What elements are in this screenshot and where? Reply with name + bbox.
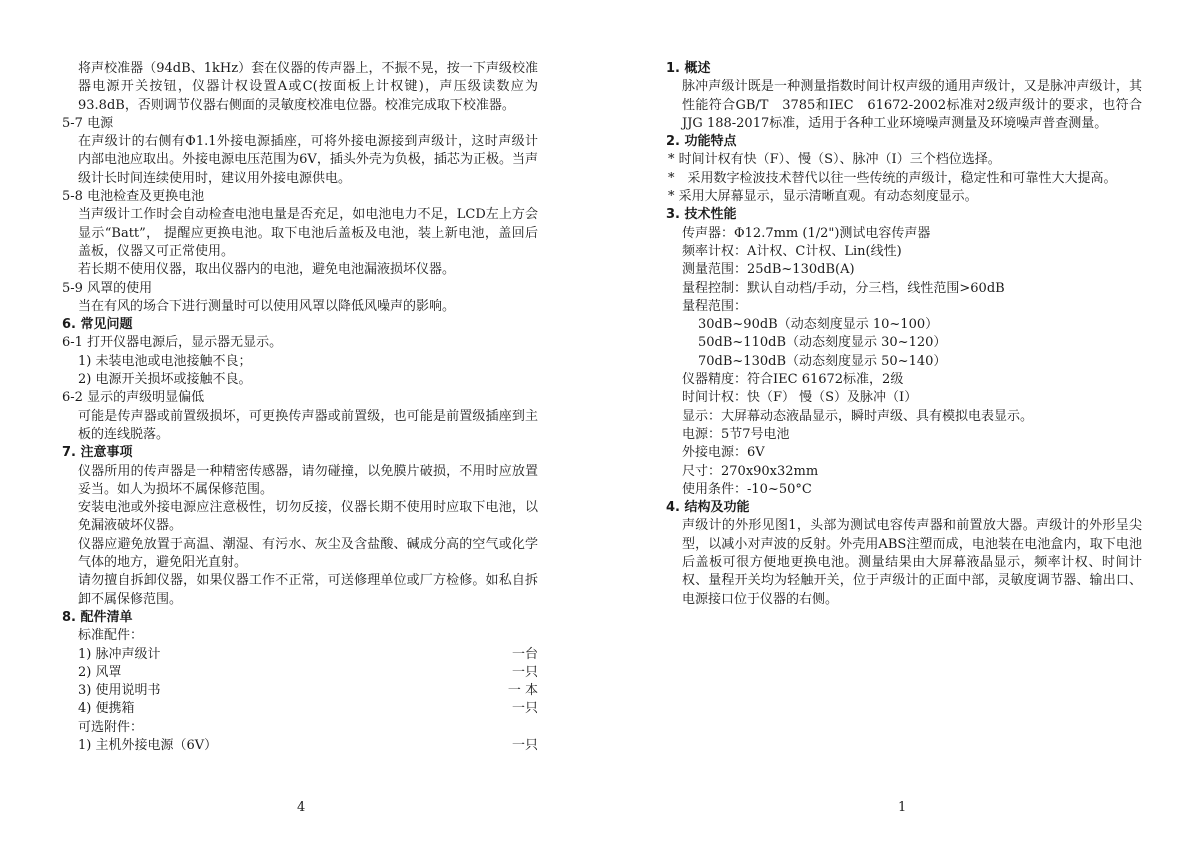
section-7-text-3: 仪器应避免放置于高温、潮湿、有污水、灰尘及含盐酸、碱成分高的空气或化学气体的地方，避免阳光直射。 [78, 536, 538, 571]
range-line: 30dB~90dB（动态刻度显示 10~100） [698, 317, 939, 333]
section-5-8-text-1: 当声级计工作时会自动检查电池电量是否充足，如电池电力不足，LCD左上方会显示“Batt”， 提醒应更换电池。取下电池后盖板及电池，装上新电池，盖回后盖板，仪器又可正常使用。 [78, 207, 538, 259]
feature-bullet: * 时间计权有快（F）、慢（S）、脉冲（I）三个档位选择。 [668, 152, 1001, 168]
section-6-2-title: 6-2 显示的声级明显偏低 [62, 390, 205, 406]
section-5-7-text: 在声级计的右侧有Φ1.1外接电源插座，可将外接电源接到声级计，这时声级计内部电池应取出。外接电源电压范围为6V，插头外壳为负极，插芯为正极。当声级计长时间连续使用时，建议用外接电源供电。 [78, 134, 538, 186]
right-page [600, 0, 1200, 848]
section-5-9-text: 当在有风的场合下进行测量时可以使用风罩以降低风噪声的影响。 [78, 298, 456, 314]
standard-accessories-label: 标准配件： [78, 628, 144, 644]
page-number: 1 [898, 800, 907, 815]
spec-line: 仪器精度：符合IEC 61672标准，2级 [682, 372, 904, 388]
feature-bullet: * 采用大屏幕显示，显示清晰直观。有动态刻度显示。 [668, 189, 978, 205]
spec-line: 使用条件：-10~50°C [682, 481, 812, 497]
section-7-text-1: 仪器所用的传声器是一种精密传感器，请勿碰撞，以免膜片破损，不用时应放置妥当。如人为损坏不属保修范围。 [78, 463, 538, 497]
accessory-qty: 一只 [511, 737, 538, 753]
left-column [62, 60, 538, 755]
spec-line: 显示：大屏幕动态液晶显示，瞬时声级、具有模拟电表显示。 [682, 408, 1034, 424]
optional-accessory-row [78, 737, 538, 755]
accessory-name: 4) 便携箱 [78, 701, 135, 717]
feature-bullet: * 采用数字检波技术替代以往一些传统的声级计，稳定性和可靠性大大提高。 [668, 170, 1117, 186]
spec-line: 频率计权：A计权、C计权、Lin(线性) [682, 243, 902, 259]
section-6-title: 6. 常见问题 [62, 317, 133, 333]
section-1-text: 脉冲声级计既是一种测量指数时间计权声级的通用声级计，又是脉冲声级计，其性能符合GB/T 3785和IEC 61672-2002标准对2级声级计的要求，也符合JJG 188-2017标准，适用于各种工业环境噪声测量及环境噪声普查测量。 [682, 79, 1142, 131]
section-6-2-text: 可能是传声器或前置级损坏，可更换传声器或前置级，也可能是前置级插座到主板的连线脱落。 [78, 408, 538, 442]
spec-line: 电源：5节7号电池 [682, 426, 790, 442]
section-6-1-item-2: 2) 电源开关损坏或接触不良。 [78, 372, 252, 388]
section-8-title: 8. 配件清单 [62, 609, 133, 625]
section-6-1-title: 6-1 打开仪器电源后，显示器无显示。 [62, 335, 283, 351]
section-7-text-2: 安装电池或外接电源应注意极性，切勿反接，仪器长期不使用时应取下电池，以免漏液破坏仪器。 [78, 500, 538, 534]
accessory-name: 1) 主机外接电源（6V） [78, 737, 218, 753]
spec-line: 传声器：Φ12.7mm (1/2")测试电容传声器 [682, 225, 931, 241]
section-5-8-text-2: 若长期不使用仪器，取出仪器内的电池，避免电池漏液损坏仪器。 [78, 262, 456, 278]
section-5-8-title: 5-8 电池检查及更换电池 [62, 189, 205, 205]
optional-accessories-label: 可选附件： [78, 719, 144, 735]
range-line: 70dB~130dB（动态刻度显示 50~140） [698, 353, 947, 369]
spec-line: 时间计权：快（F） 慢（S）及脉冲（I） [682, 390, 918, 406]
spec-line: 量程范围： [682, 298, 748, 314]
section-3-title: 3. 技术性能 [666, 207, 737, 223]
spec-line: 测量范围：25dB~130dB(A) [682, 262, 855, 278]
accessory-qty: 一只 [511, 664, 538, 680]
accessory-row [78, 682, 538, 700]
section-7-title: 7. 注意事项 [62, 445, 133, 461]
accessory-name: 2) 风罩 [78, 664, 122, 680]
spec-line: 量程控制：默认自动档/手动，分三档，线性范围>60dB [682, 280, 1005, 296]
accessory-name: 3) 使用说明书 [78, 683, 161, 699]
accessory-row [78, 664, 538, 682]
spec-line: 外接电源：6V [682, 445, 765, 461]
accessory-qty: 一台 [511, 646, 538, 662]
range-line: 50dB~110dB（动态刻度显示 30~120） [698, 335, 947, 351]
spec-line: 尺寸：270x90x32mm [682, 463, 819, 479]
section-5-7-title: 5-7 电源 [62, 115, 114, 131]
calibration-text: 将声校准器（94dB、1kHz）套在仪器的传声器上，不振不晃，按一下声级校准器电源开关按钮，仪器计权设置A或C(按面板上计权键)，声压级读数应为93.8dB，否则调节仪器右侧面的灵敏度校准电位器。校准完成取下校准器。 [78, 61, 538, 113]
section-7-text-4: 请勿擅自拆卸仪器，如果仪器工作不正常，可送修理单位或厂方检修。如私自拆卸不属保修范围。 [78, 573, 538, 607]
accessory-name: 1) 脉冲声级计 [78, 646, 161, 662]
section-1-title: 1. 概述 [666, 61, 711, 76]
accessory-row [78, 646, 538, 664]
section-6-1-item-1: 1) 未装电池或电池接触不良； [78, 353, 252, 369]
section-4-text: 声级计的外形见图1，头部为测试电容传声器和前置放大器。声级计的外形呈尖型，以减小对声波的反射。外壳用ABS注塑而成，电池装在电池盒内，取下电池后盖板可很方便地更换电池。测量结果由大屏幕液晶显示，频率计权、时间计权、量程开关均为轻触开关，位于声级计的正面中部，灵敏度调节器、输出口、电源接口位于仪器的右侧。 [682, 518, 1142, 607]
accessory-qty: 一 本 [507, 683, 538, 699]
page-number: 4 [297, 800, 306, 815]
section-2-title: 2. 功能特点 [666, 134, 737, 150]
section-4-title: 4. 结构及功能 [666, 500, 750, 516]
right-column [666, 60, 1142, 609]
section-5-9-title: 5-9 风罩的使用 [62, 280, 153, 296]
accessory-row [78, 700, 538, 718]
accessory-qty: 一只 [511, 701, 538, 717]
